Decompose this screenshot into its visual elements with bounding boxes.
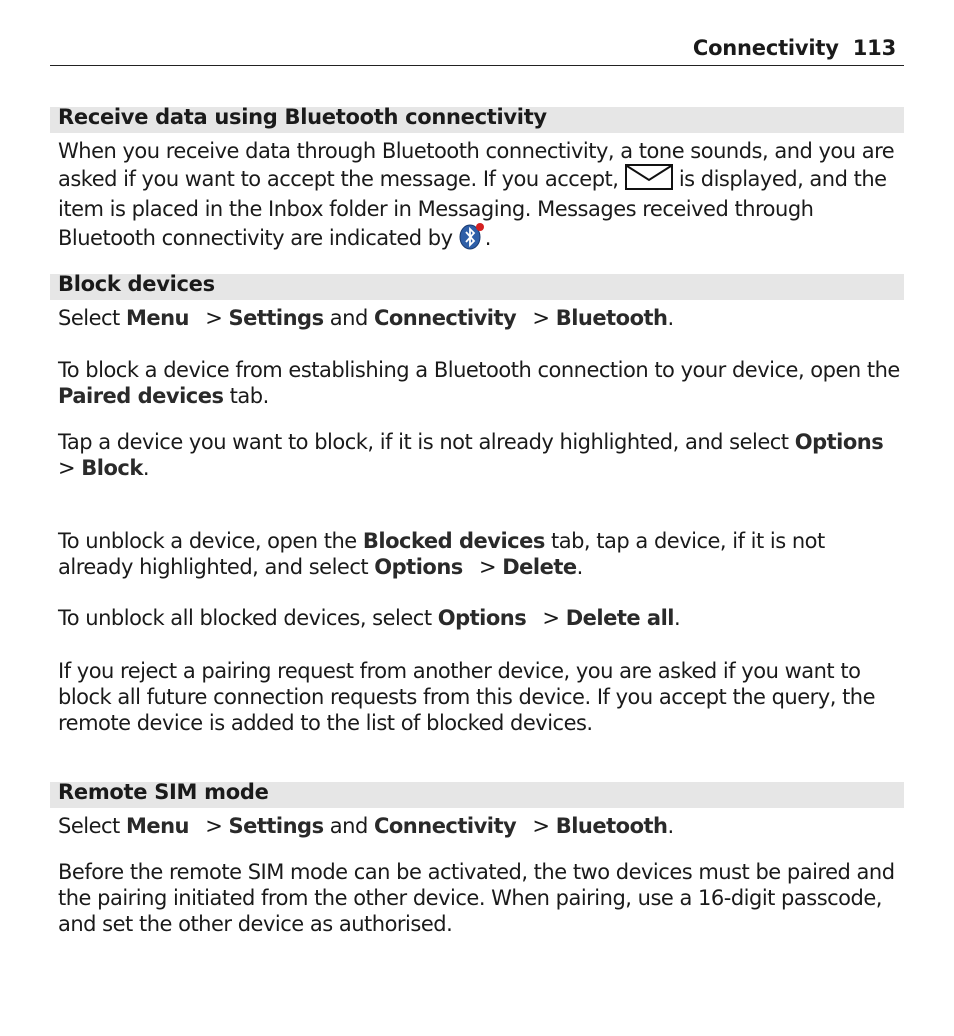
section-name: Connectivity xyxy=(692,36,839,60)
text: is displayed, and the item is placed in the Inbox folder in Messaging. Messages received through Bluetooth connectivity are indicated by xyxy=(58,167,887,250)
text: and xyxy=(323,306,374,330)
text: . xyxy=(142,456,150,480)
paragraph-unblock-device xyxy=(58,528,904,580)
bluetooth-label: Bluetooth xyxy=(555,306,668,330)
envelope-icon xyxy=(625,164,673,196)
separator: > xyxy=(472,555,503,579)
text: To unblock a device, open the xyxy=(58,529,363,553)
text: and xyxy=(323,814,374,838)
section-title: Remote SIM mode xyxy=(58,780,269,804)
page-number: 113 xyxy=(852,36,896,60)
text: . xyxy=(667,306,674,330)
blocked-devices-label: Blocked devices xyxy=(362,529,545,553)
connectivity-label: Connectivity xyxy=(373,306,517,330)
running-header xyxy=(693,36,896,60)
separator: > xyxy=(199,306,229,330)
options-label: Options xyxy=(437,606,527,630)
menu-label: Menu xyxy=(125,306,190,330)
text: When you receive data through Bluetooth connectivity, a tone sounds, and you are asked if you want to accept the message. If you accept, xyxy=(58,139,895,191)
text: To block a device from establishing a Bluetooth connection to your device, open the xyxy=(58,358,900,382)
text: tab. xyxy=(223,384,269,408)
paired-devices-label: Paired devices xyxy=(58,384,224,408)
section-title: Receive data using Bluetooth connectivity xyxy=(58,105,547,129)
menu-path-remote-sim xyxy=(58,813,904,839)
text: . xyxy=(576,555,583,579)
separator: > xyxy=(536,606,566,630)
text: tab, tap a device, if it is not already highlighted, and select xyxy=(58,529,825,579)
connectivity-label: Connectivity xyxy=(373,814,517,838)
options-label: Options xyxy=(794,430,884,454)
text: Select xyxy=(58,814,126,838)
block-label: Block xyxy=(81,456,143,480)
menu-label: Menu xyxy=(125,814,190,838)
section-heading-remote-sim xyxy=(50,782,904,808)
text: . xyxy=(484,226,491,250)
section-title: Block devices xyxy=(58,272,215,296)
delete-label: Delete xyxy=(502,555,577,579)
paragraph-unblock-all xyxy=(58,605,904,631)
section-heading-receive-data xyxy=(50,107,904,133)
text: . xyxy=(667,814,674,838)
text: Tap a device you want to block, if it is not already highlighted, and select xyxy=(58,430,795,454)
text: Before the remote SIM mode can be activated, the two devices must be paired and the pairing initiated from the other device. When pairing, use a 16-digit passcode, and set the other device as authorised. xyxy=(58,860,895,936)
section-heading-block-devices xyxy=(50,274,904,300)
separator: > xyxy=(58,456,82,480)
paragraph-receive-data xyxy=(58,138,904,256)
paragraph-reject-pairing xyxy=(58,658,904,736)
text: . xyxy=(673,606,681,630)
paragraph-block-device xyxy=(58,429,904,481)
paragraph-remote-sim xyxy=(58,859,904,937)
paragraph-open-paired xyxy=(58,357,904,409)
menu-path-block xyxy=(58,305,904,331)
separator: > xyxy=(199,814,229,838)
text: Select xyxy=(58,306,126,330)
page-header xyxy=(50,36,904,66)
separator: > xyxy=(526,306,556,330)
delete-all-label: Delete all xyxy=(565,606,674,630)
bluetooth-message-icon xyxy=(459,222,485,256)
separator: > xyxy=(526,814,556,838)
text: To unblock all blocked devices, select xyxy=(58,606,438,630)
settings-label: Settings xyxy=(228,306,324,330)
options-label: Options xyxy=(374,555,463,579)
text: If you reject a pairing request from another device, you are asked if you want to block all future connection requests from this device. If you accept the query, the remote device is added to the list of blocked devices. xyxy=(58,659,876,735)
settings-label: Settings xyxy=(228,814,324,838)
bluetooth-label: Bluetooth xyxy=(555,814,668,838)
